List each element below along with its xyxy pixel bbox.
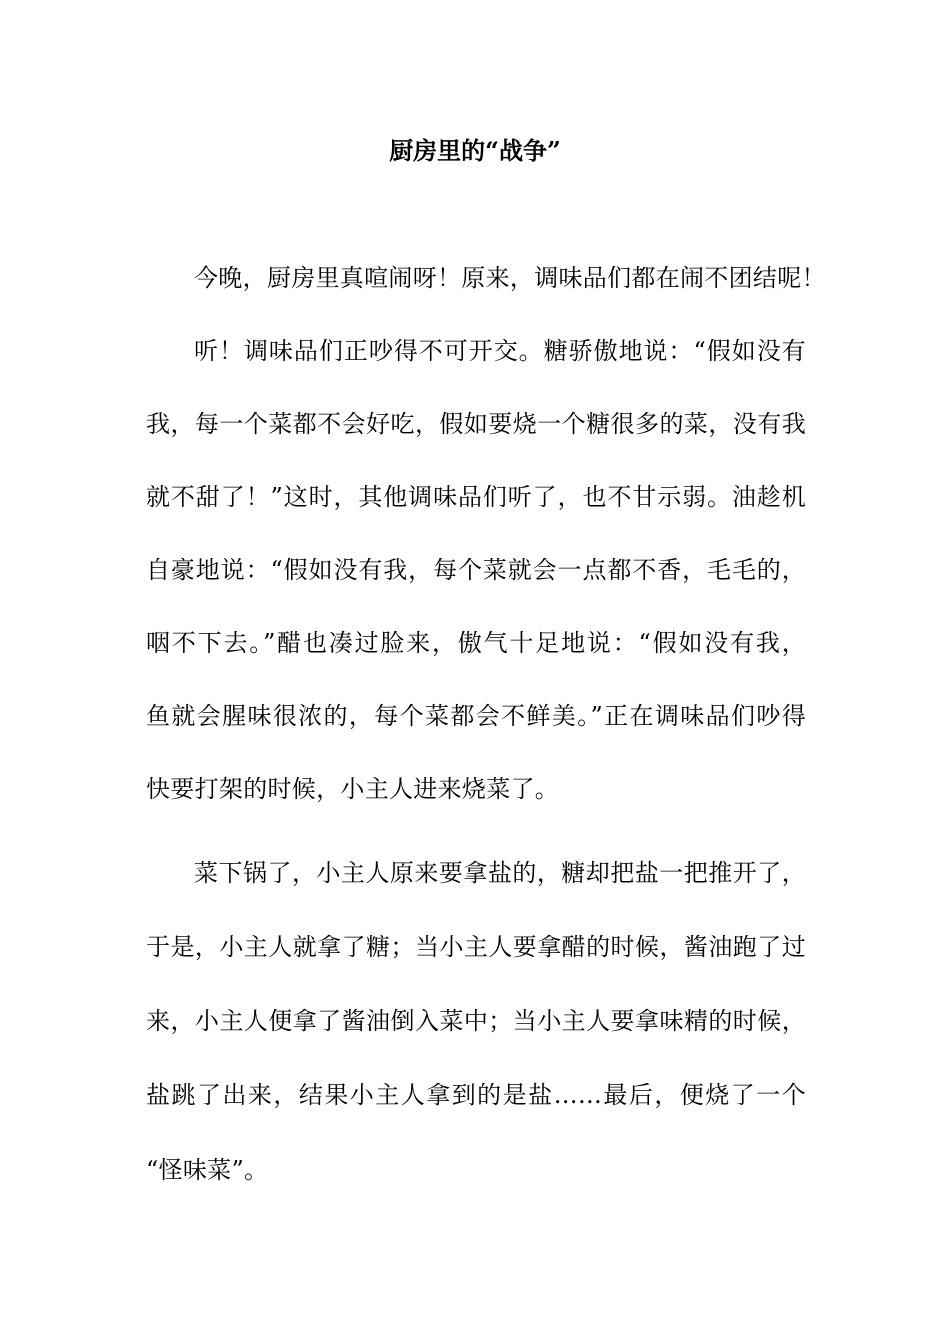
- document-title: 厨房里的“战争”: [389, 136, 561, 165]
- paragraph-3-line-3: 来，小主人便拿了酱油倒入菜中；当小主人要拿味精的时候，: [146, 1007, 806, 1035]
- paragraph-2-line-6: 鱼就会腥味很浓的，每个菜都会不鲜美。”正在调味品们吵得: [146, 702, 806, 730]
- paragraph-2-line-2: 我，每一个菜都不会好吃，假如要烧一个糖很多的菜，没有我: [146, 410, 806, 438]
- paragraph-2-line-7: 快要打架的时候，小主人进来烧菜了。: [146, 775, 560, 803]
- paragraph-2-line-5: 咽不下去。”醋也凑过脸来，傲气十足地说：“假如没有我，: [146, 629, 806, 657]
- paragraph-3-line-1: 菜下锅了，小主人原来要拿盐的，糖却把盐一把推开了，: [194, 859, 806, 887]
- paragraph-3-line-2: 于是，小主人就拿了糖；当小主人要拿醋的时候，酱油跑了过: [146, 933, 806, 961]
- paragraph-2-line-1: 听！调味品们正吵得不可开交。糖骄傲地说：“假如没有: [194, 337, 806, 365]
- paragraph-2-line-3: 就不甜了！”这时，其他调味品们听了，也不甘示弱。油趁机: [146, 483, 806, 511]
- paragraph-2-line-4: 自豪地说：“假如没有我，每个菜就会一点都不香，毛毛的，: [146, 556, 806, 584]
- paragraph-1-line-1: 今晚，厨房里真喧闹呀！原来，调味品们都在闹不团结呢！: [194, 264, 826, 292]
- paragraph-3-line-4: 盐跳了出来，结果小主人拿到的是盐……最后，便烧了一个: [146, 1081, 806, 1109]
- paragraph-3-line-5: “怪味菜”。: [146, 1156, 269, 1184]
